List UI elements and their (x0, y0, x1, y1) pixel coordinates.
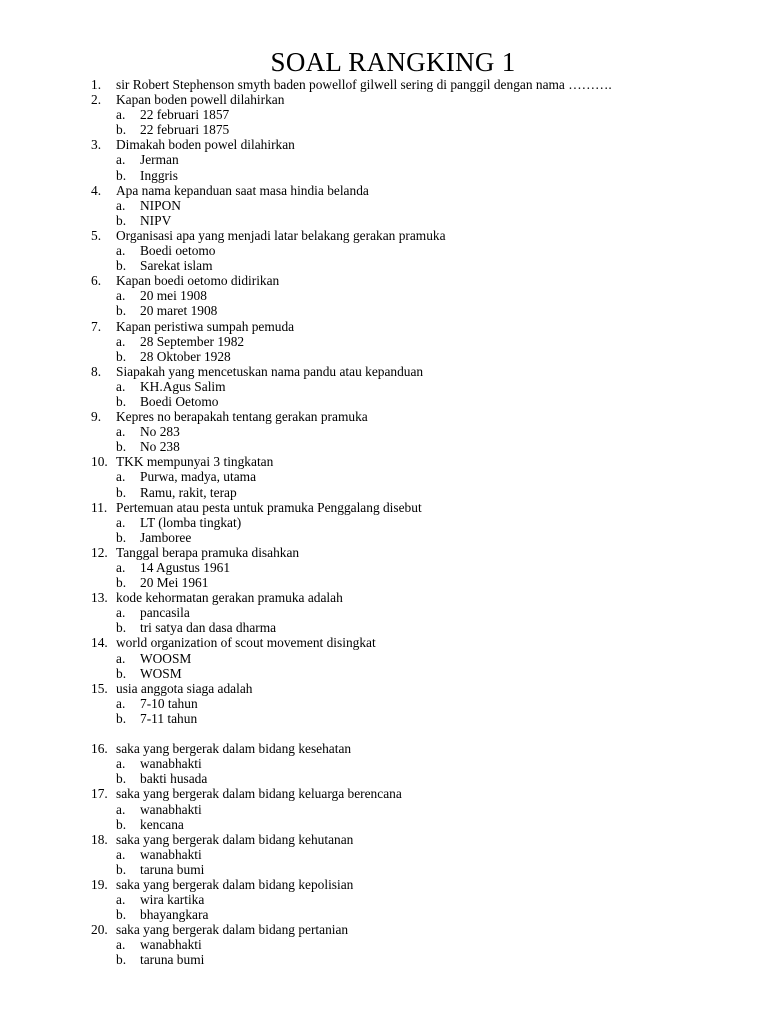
answer-option (0, 485, 768, 500)
option-text: Boedi Oetomo (140, 393, 219, 409)
option-text: 20 mei 1908 (140, 288, 207, 304)
question-number: 11. (91, 499, 108, 515)
question-item (0, 77, 768, 92)
question-number: 15. (91, 680, 108, 696)
option-letter: b. (116, 348, 127, 364)
answer-option (0, 620, 768, 635)
answer-option (0, 907, 768, 922)
question-number: 18. (91, 831, 108, 847)
option-letter: a. (116, 756, 126, 772)
option-text: kencana (140, 816, 184, 832)
question-text: Kepres no berapakah tentang gerakan pramuka (116, 409, 368, 425)
question-item (0, 364, 768, 379)
answer-option (0, 243, 768, 258)
option-text: tri satya dan dasa dharma (140, 620, 277, 636)
question-item (0, 922, 768, 937)
answer-option (0, 107, 768, 122)
answer-option (0, 349, 768, 364)
option-text: Jamboree (140, 529, 192, 545)
question-number: 16. (91, 741, 108, 757)
answer-option (0, 892, 768, 907)
answer-option (0, 666, 768, 681)
option-letter: a. (116, 650, 126, 666)
answer-option (0, 515, 768, 530)
answer-option (0, 605, 768, 620)
question-number: 8. (91, 363, 102, 379)
option-letter: a. (116, 424, 126, 440)
question-number: 19. (91, 876, 108, 892)
answer-option (0, 651, 768, 666)
option-text: 7-11 tahun (140, 710, 198, 726)
option-text: bakti husada (140, 771, 208, 787)
answer-option (0, 771, 768, 786)
question-text: usia anggota siaga adalah (116, 680, 253, 696)
option-text: 7-10 tahun (140, 695, 198, 711)
option-letter: b. (116, 529, 127, 545)
option-letter: a. (116, 243, 126, 259)
option-letter: b. (116, 816, 127, 832)
answer-option (0, 288, 768, 303)
answer-option (0, 560, 768, 575)
question-item (0, 681, 768, 696)
option-text: 28 Oktober 1928 (140, 348, 231, 364)
blank-line (0, 726, 768, 741)
option-letter: b. (116, 575, 127, 591)
question-item (0, 319, 768, 334)
answer-option (0, 379, 768, 394)
option-letter: b. (116, 167, 127, 183)
option-letter: b. (116, 122, 127, 138)
option-text: 22 februari 1857 (140, 107, 230, 123)
question-number: 10. (91, 454, 108, 470)
question-number: 12. (91, 544, 108, 560)
answer-option (0, 575, 768, 590)
question-number: 20. (91, 922, 108, 938)
option-text: 20 Mei 1961 (140, 575, 209, 591)
question-text: Kapan boden powell dilahirkan (116, 92, 285, 108)
answer-option (0, 424, 768, 439)
option-letter: b. (116, 484, 127, 500)
question-text: Tanggal berapa pramuka disahkan (116, 544, 300, 560)
answer-option (0, 952, 768, 967)
option-letter: a. (116, 152, 126, 168)
option-letter: b. (116, 393, 127, 409)
question-item (0, 786, 768, 801)
question-text: saka yang bergerak dalam bidang pertanian (116, 922, 349, 938)
option-text: wanabhakti (140, 846, 202, 862)
question-item (0, 545, 768, 560)
question-item (0, 635, 768, 650)
option-text: taruna bumi (140, 952, 205, 968)
question-number: 6. (91, 273, 102, 289)
option-letter: a. (116, 695, 126, 711)
question-text: Kapan peristiwa sumpah pemuda (116, 318, 295, 334)
question-text: saka yang bergerak dalam bidang kehutanan (116, 831, 354, 847)
option-text: wanabhakti (140, 937, 202, 953)
option-letter: a. (116, 107, 126, 123)
option-text: LT (lomba tingkat) (140, 514, 242, 530)
option-text: wanabhakti (140, 756, 202, 772)
option-text: wanabhakti (140, 801, 202, 817)
question-number: 4. (91, 182, 102, 198)
option-letter: a. (116, 514, 126, 530)
answer-option (0, 394, 768, 409)
option-text: WOSM (140, 665, 182, 681)
option-letter: a. (116, 333, 126, 349)
answer-option (0, 817, 768, 832)
option-text: 14 Agustus 1961 (140, 560, 231, 575)
question-item (0, 228, 768, 243)
option-text: Ramu, rakit, terap (140, 484, 237, 500)
option-letter: b. (116, 258, 127, 274)
answer-option (0, 213, 768, 228)
question-item (0, 409, 768, 424)
option-text: taruna bumi (140, 861, 205, 877)
option-text: No 283 (140, 424, 180, 440)
option-text: WOOSM (140, 650, 192, 666)
question-number: 3. (91, 137, 102, 153)
option-letter: b. (116, 665, 127, 681)
question-text: Dimakah boden powel dilahirkan (116, 137, 295, 153)
option-letter: b. (116, 439, 127, 455)
question-text: TKK mempunyai 3 tingkatan (116, 454, 274, 470)
option-letter: a. (116, 469, 126, 485)
option-text: No 238 (140, 439, 180, 455)
question-text: saka yang bergerak dalam bidang kepolisian (116, 876, 354, 892)
answer-option (0, 696, 768, 711)
question-text: sir Robert Stephenson smyth baden powellof gilwell sering di panggil dengan nama ………. (116, 77, 612, 92)
option-text: 22 februari 1875 (140, 122, 230, 138)
option-letter: b. (116, 952, 127, 968)
answer-option (0, 122, 768, 137)
answer-option (0, 439, 768, 454)
option-text: 20 maret 1908 (140, 303, 218, 319)
option-letter: a. (116, 892, 126, 908)
question-text: Pertemuan atau pesta untuk pramuka Penggalang disebut (116, 499, 422, 515)
answer-option (0, 937, 768, 952)
answer-option (0, 168, 768, 183)
answer-option (0, 258, 768, 273)
question-number: 5. (91, 227, 102, 243)
question-number: 14. (91, 635, 108, 651)
option-letter: b. (116, 907, 127, 923)
option-text: Jerman (140, 152, 179, 168)
option-text: KH.Agus Salim (140, 378, 226, 394)
answer-option (0, 802, 768, 817)
option-text: 28 September 1982 (140, 333, 245, 349)
question-item (0, 92, 768, 107)
option-letter: b. (116, 212, 127, 228)
option-text: bhayangkara (140, 907, 209, 923)
answer-option (0, 152, 768, 167)
question-number: 9. (91, 409, 102, 425)
option-letter: b. (116, 861, 127, 877)
question-number: 1. (91, 77, 102, 92)
option-text: NIPON (140, 197, 181, 213)
option-letter: b. (116, 303, 127, 319)
option-letter: a. (116, 605, 126, 621)
question-item (0, 590, 768, 605)
question-item (0, 832, 768, 847)
option-letter: a. (116, 378, 126, 394)
question-number: 7. (91, 318, 102, 334)
option-text: Purwa, madya, utama (140, 469, 257, 485)
question-number: 13. (91, 590, 108, 606)
question-text: Siapakah yang mencetuskan nama pandu atau kepanduan (116, 363, 424, 379)
option-text: pancasila (140, 605, 190, 621)
question-item (0, 273, 768, 288)
option-text: Boedi oetomo (140, 243, 216, 259)
option-text: wira kartika (140, 892, 205, 908)
question-item (0, 183, 768, 198)
option-letter: a. (116, 560, 126, 575)
answer-option (0, 711, 768, 726)
option-letter: a. (116, 846, 126, 862)
option-text: Sarekat islam (140, 258, 213, 274)
option-letter: b. (116, 710, 127, 726)
page-title: SOAL RANGKING 1 (270, 47, 516, 77)
option-letter: a. (116, 937, 126, 953)
question-item (0, 454, 768, 469)
question-text: Organisasi apa yang menjadi latar belakang gerakan pramuka (116, 227, 446, 243)
question-item (0, 741, 768, 756)
option-letter: b. (116, 620, 127, 636)
question-number: 17. (91, 786, 108, 802)
question-list (0, 77, 768, 968)
question-text: world organization of scout movement disingkat (116, 635, 376, 651)
answer-option (0, 862, 768, 877)
answer-option (0, 334, 768, 349)
question-text: Kapan boedi oetomo didirikan (116, 273, 280, 289)
answer-option (0, 756, 768, 771)
answer-option (0, 530, 768, 545)
option-letter: a. (116, 288, 126, 304)
option-letter: b. (116, 771, 127, 787)
question-item (0, 877, 768, 892)
question-item (0, 500, 768, 515)
answer-option (0, 198, 768, 213)
answer-option (0, 469, 768, 484)
question-text: saka yang bergerak dalam bidang keluarga berencana (116, 786, 402, 802)
option-text: Inggris (140, 167, 178, 183)
question-text: kode kehormatan gerakan pramuka adalah (116, 590, 343, 606)
question-item (0, 137, 768, 152)
answer-option (0, 303, 768, 318)
answer-option (0, 847, 768, 862)
question-text: saka yang bergerak dalam bidang kesehatan (116, 741, 352, 757)
question-text: Apa nama kepanduan saat masa hindia belanda (116, 182, 369, 198)
option-letter: a. (116, 197, 126, 213)
question-number: 2. (91, 92, 102, 108)
option-text: NIPV (140, 212, 172, 228)
option-letter: a. (116, 801, 126, 817)
